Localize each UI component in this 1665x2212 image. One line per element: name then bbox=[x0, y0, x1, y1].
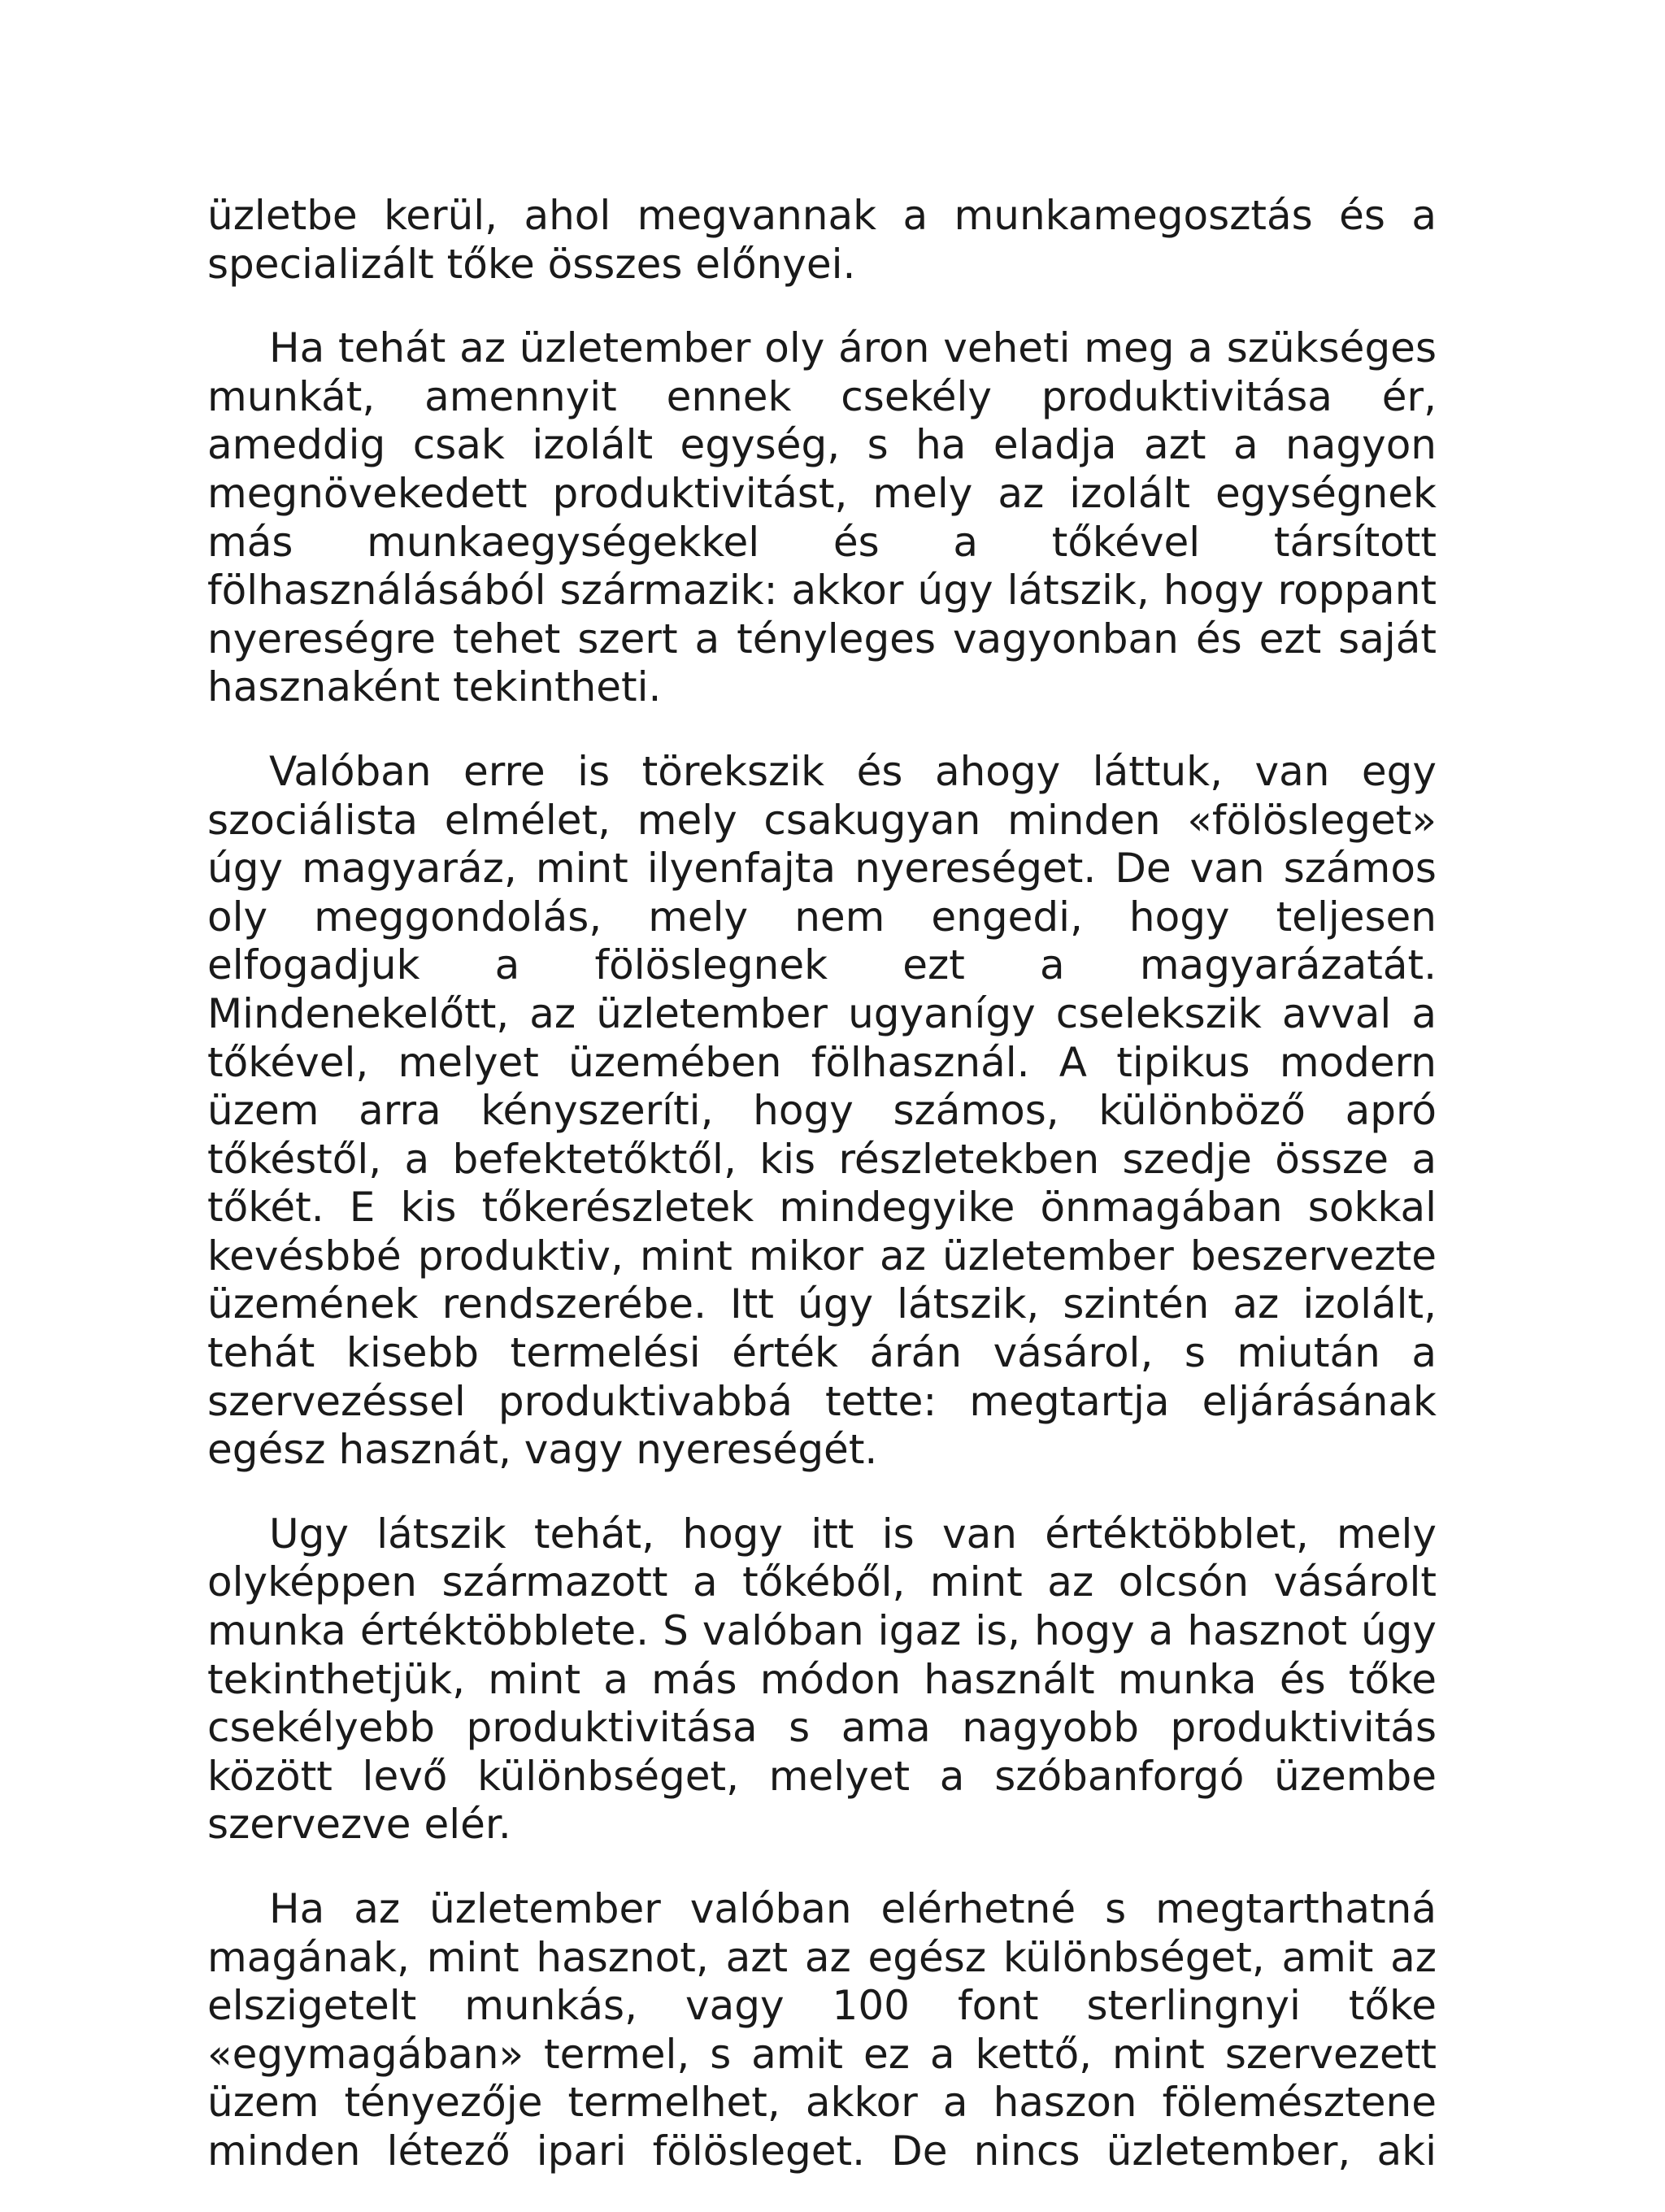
document-page bbox=[207, 192, 1437, 2212]
paragraph-3: Valóban erre is törekszik és ahogy láttuk, van egy szociálista elmélet, mely csakugyan minden «fölösleget» úgy magyaráz, mint ilyenfajta nyereséget. De van számos oly meggondolás, mely nem engedi, hogy teljesen elfogadjuk a fölöslegnek ezt a magyarázatát. Mindenekelőtt, az üzletember ugyanígy cselekszik avval a tőkével, melyet üzemében fölhasznál. A tipikus modern üzem arra kényszeríti, hogy számos, különböző apró tőkéstől, a befektetőktől, kis részletekben szedje össze a tőkét. E kis tőkerészletek mindegyike önmagában sokkal kevésbbé produktiv, mint mikor az üzletember beszervezte üzemének rendszerébe. Itt úgy látszik, szintén az izolált, tehát kisebb termelési érték árán vásárol, s miután a szervezéssel produktivabbá tette: megtartja eljárásának egész hasznát, vagy nyereségét. bbox=[207, 747, 1437, 1474]
paragraph-2: Ha tehát az üzletember oly áron veheti meg a szükséges munkát, amennyit ennek csekély produktivitása ér, ameddig csak izolált egység, s ha eladja azt a nagyon megnövekedett produktivitást, mely az izolált egységnek más munkaegységekkel és a tőkével társított fölhasználásából származik: akkor úgy látszik, hogy roppant nyereségre tehet szert a tényleges vagyonban és ezt saját hasznaként tekintheti. bbox=[207, 324, 1437, 711]
paragraph-4: Ugy látszik tehát, hogy itt is van értéktöbblet, mely olyképpen származott a tőkéből, mint az olcsón vásárolt munka értéktöbblete. S valóban igaz is, hogy a hasznot úgy tekinthetjük, mint a más módon használt munka és tőke csekélyebb produktivitása s ama nagyobb produktivitás között levő különbséget, melyet a szóbanforgó üzembe szervezve elér. bbox=[207, 1510, 1437, 1849]
paragraph-5: Ha az üzletember valóban elérhetné s megtarthatná magának, mint hasznot, azt az egész különbséget, amit az elszigetelt munkás, vagy 100 font sterlingnyi tőke «egymagában» termel, s amit ez a kettő, mint szervezett üzem tényezője termelhet, akkor a haszon fölemésztene minden létező ipari fölösleget. De nincs üzletember, aki bbox=[207, 1885, 1437, 2175]
paragraph-continuation: üzletbe kerül, ahol megvannak a munkamegosztás és a specializált tőke összes előnyei. bbox=[207, 192, 1437, 288]
